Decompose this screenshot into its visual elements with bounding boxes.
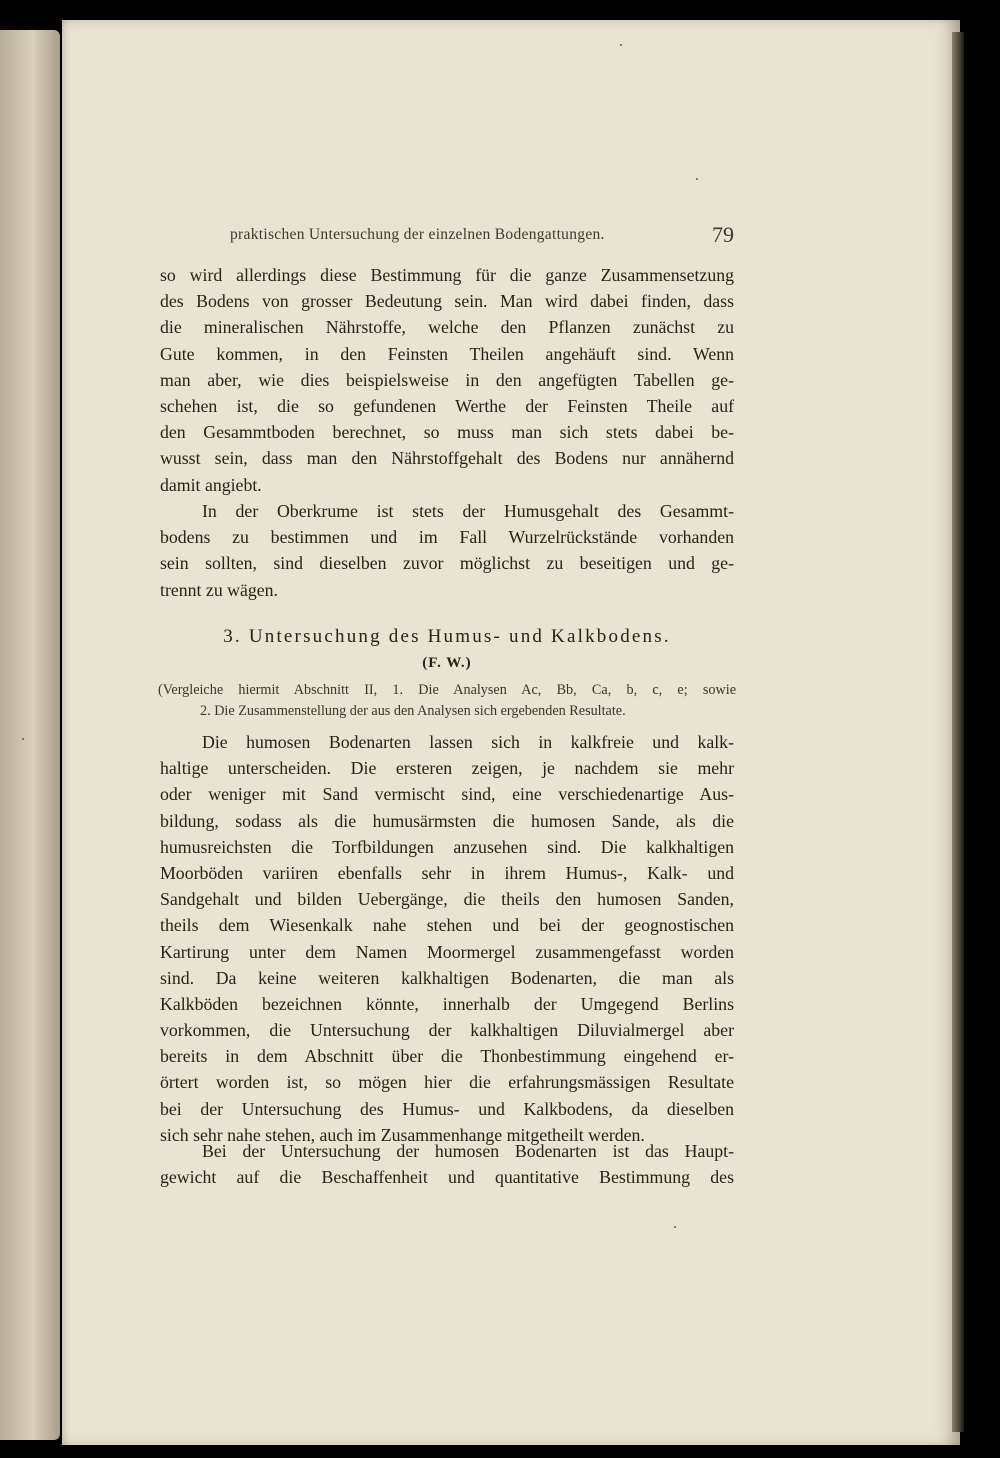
text-line: örtert worden ist, so mögen hier die erfahrungsmässigen Resultate [160, 1072, 734, 1093]
paper-speck [620, 44, 622, 46]
text-line: man aber, wie dies beispielsweise in den angefügten Tabellen ge- [160, 369, 734, 390]
running-head-title: praktischen Untersuchung der einzelnen Bodengattungen. [230, 226, 605, 243]
text-line: die mineralischen Nährstoffe, welche den Pflanzen zunächst zu [160, 317, 734, 338]
text-line: schehen ist, die so gefundenen Werthe der Feinsten Theile auf [160, 395, 734, 416]
text-line: Kartirung unter dem Namen Moormergel zusammengefasst worden [160, 941, 734, 962]
text-line: so wird allerdings diese Bestimmung für die ganze Zusammensetzung [160, 265, 734, 285]
page-number: 79 [712, 222, 734, 247]
text-line: trennt zu wägen. [160, 579, 279, 600]
text-line: wusst sein, dass man den Nährstoffgehalt des Bodens nur annähernd [160, 448, 734, 469]
text-line: Die humosen Bodenarten lassen sich in kalkfreie und kalk- [202, 732, 734, 752]
paper-speck [696, 178, 698, 180]
paragraph-1 [160, 262, 734, 498]
text-line: Kalkböden bezeichnen könnte, innerhalb der Umgegend Berlins [160, 993, 734, 1014]
text-line: sein sollten, sind dieselben zuvor möglichst zu beseitigen und ge- [160, 553, 734, 574]
text-line: vorkommen, die Untersuchung der kalkhaltigen Diluvialmergel aber [160, 1020, 734, 1041]
text-line: sich sehr nahe stehen, auch im Zusammenhange mitgetheilt werden. [160, 1124, 645, 1145]
text-line: Moorböden variiren ebenfalls sehr in ihrem Humus-, Kalk- und [160, 862, 734, 883]
text-line: haltige unterscheiden. Die ersteren zeigen, je nachdem sie mehr [160, 758, 734, 779]
text-line: damit angiebt. [160, 474, 262, 495]
text-line: gewicht auf die Beschaffenheit und quantitative Bestimmung des [160, 1167, 734, 1188]
text-line: den Gesammtboden berechnet, so muss man sich stets dabei be- [160, 422, 734, 443]
paragraph-2 [160, 498, 734, 603]
text-line: Sandgehalt und bilden Uebergänge, die theils den humosen Sanden, [160, 889, 734, 910]
paragraph-4 [160, 1138, 734, 1190]
text-line: theils dem Wiesenkalk nahe stehen und bei der geognostischen [160, 915, 734, 936]
paragraph-3 [160, 729, 734, 1148]
reference-note [158, 680, 736, 722]
note-line: (Vergleiche hiermit Abschnitt II, 1. Die Analysen Ac, Bb, Ca, b, c, e; sowie [158, 682, 736, 698]
text-line: oder weniger mit Sand vermischt sind, eine verschiedenartige Aus- [160, 784, 734, 805]
text-line: bodens zu bestimmen und im Fall Wurzelrückstände vorhanden [160, 527, 734, 548]
page-shadow-edge [952, 32, 964, 1432]
text-line: Gute kommen, in den Feinsten Theilen angehäuft sind. Wenn [160, 343, 734, 364]
text-line: Bei der Untersuchung der humosen Bodenarten ist das Haupt- [202, 1141, 734, 1161]
paper-speck [22, 738, 24, 740]
text-line: bildung, sodass als die humusärmsten die humosen Sande, als die [160, 810, 734, 831]
section-author: (F. W.) [422, 655, 472, 671]
text-line: des Bodens von grosser Bedeutung sein. Man wird dabei finden, dass [160, 291, 734, 312]
text-line: sind. Da keine weiteren kalkhaltigen Bodenarten, die man als [160, 967, 734, 988]
running-head [230, 222, 740, 252]
note-line: 2. Die Zusammenstellung der aus den Analysen sich ergebenden Resultate. [200, 703, 626, 719]
text-line: humusreichsten die Torfbildungen anzusehen sind. Die kalkhaltigen [160, 836, 734, 857]
text-line: bereits in dem Abschnitt über die Thonbestimmung eingehend er- [160, 1046, 734, 1067]
adjacent-page-edge [0, 30, 60, 1440]
text-line: bei der Untersuchung des Humus- und Kalkbodens, da dieselben [160, 1098, 734, 1119]
paper-speck [674, 1226, 676, 1228]
section-heading: 3. Untersuchung des Humus- und Kalkbodens. [223, 626, 671, 647]
text-line: In der Oberkrume ist stets der Humusgehalt des Gesammt- [202, 501, 734, 521]
